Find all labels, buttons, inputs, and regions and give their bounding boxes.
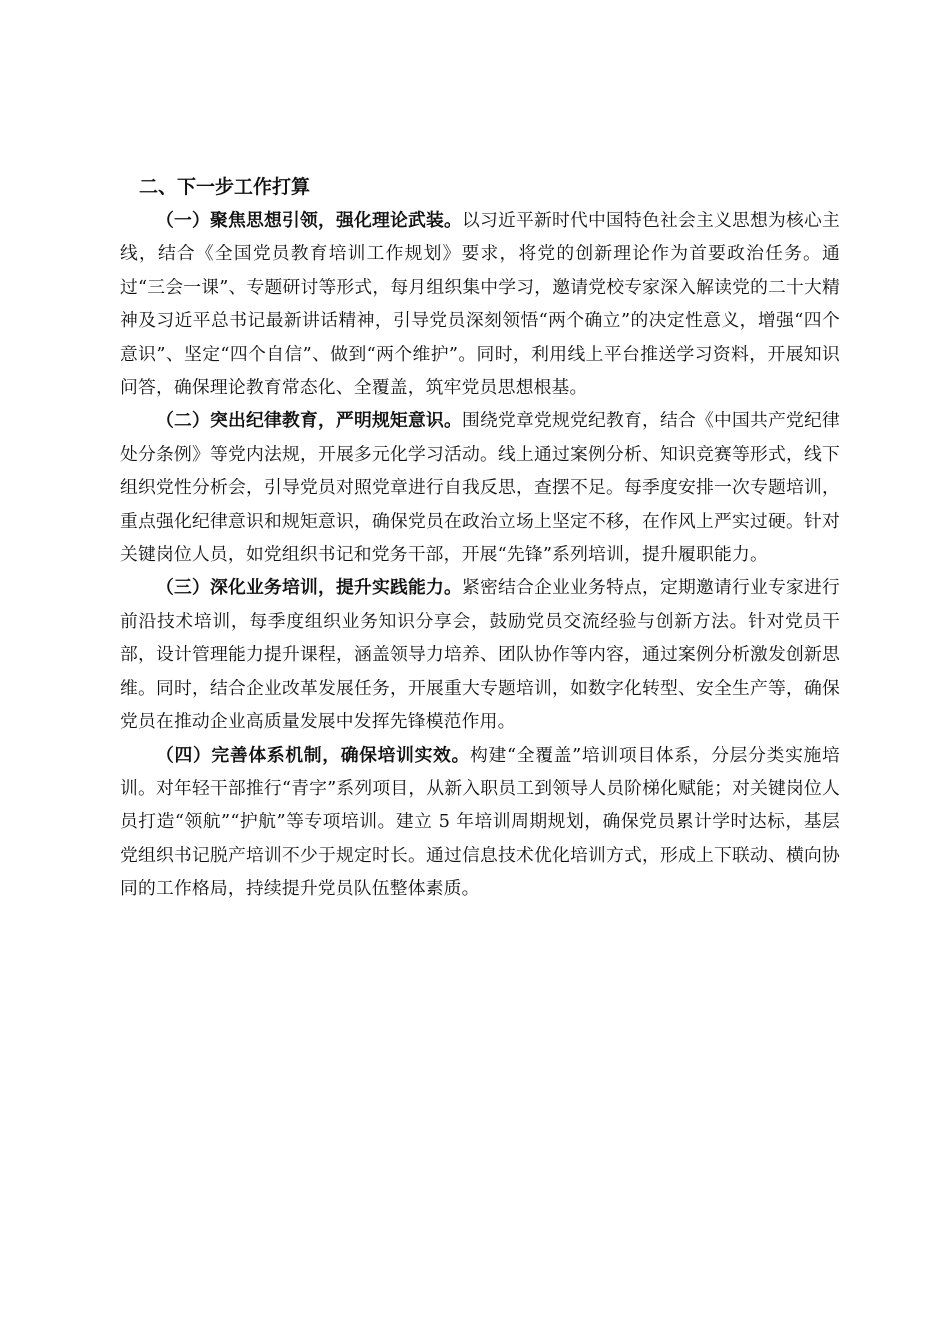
paragraph-3-lead: （三）深化业务培训，提升实践能力。 (156, 577, 463, 599)
paragraph-1-lead: （一）聚焦思想引领，强化理论武装。 (156, 210, 463, 231)
paragraph-2 (120, 404, 840, 571)
paragraph-3 (120, 571, 840, 738)
paragraph-1-body: 以习近平新时代中国特色社会主义思想为核心主线，结合《全国党员教育培训工作规划》要求，将党的创新理论作为首要政治任务。通过“三会一课”、专题研讨等形式，每月组织集中学习，邀请党校专家深入解读党的二十大精神及习近平总书记最新讲话精神，引导党员深刻领悟“两个确立”的决定性意义，增强“四个意识”、坚定“四个自信”、做到“两个维护”。同时，利用线上平台推送学习资料，开展知识问答，确保理论教育常态化、全覆盖，筑牢党员思想根基。 (120, 210, 841, 399)
paragraph-2-lead: （二）突出纪律教育，严明规矩意识。 (156, 410, 463, 432)
paragraph-4 (120, 739, 840, 906)
document-body (120, 170, 840, 906)
paragraph-4-lead: （四）完善体系机制，确保培训实效。 (156, 744, 470, 766)
paragraph-3-body: 紧密结合企业业务特点，定期邀请行业专家进行前沿技术培训，每季度组织业务知识分享会，鼓励党员交流经验与创新方法。针对党员干部，设计管理能力提升课程，涵盖领导力培养、团队协作等内容，通过案例分析激发创新思维。同时，结合企业改革发展任务，开展重大专题培训，如数字化转型、安全生产等，确保党员在推动企业高质量发展中发挥先锋模范作用。 (120, 577, 841, 733)
section-title: 二、下一步工作打算 (139, 176, 311, 198)
paragraph-2-body: 围绕党章党规党纪教育，结合《中国共产党纪律处分条例》等党内法规，开展多元化学习活动。线上通过案例分析、知识竞赛等形式，线下组织党性分析会，引导党员对照党章进行自我反思，查摆不足。每季度安排一次专题培训，重点强化纪律意识和规矩意识，确保党员在政治立场上坚定不移，在作风上严实过硬。针对关键岗位人员，如党组织书记和党务干部，开展“先锋”系列培训，提升履职能力。 (120, 410, 841, 566)
paragraph-4-body: 构建“全覆盖”培训项目体系，分层分类实施培训。对年轻干部推行“青字”系列项目，从新入职员工到领导人员阶梯化赋能；对关键岗位人员打造“领航”“护航”等专项培训。建立 5 年培训周期规划，确保党员累计学时达标，基层党组织书记脱产培训不少于规定时长。通过信息技术优化培训方式，形成上下联动、横向协同的工作格局，持续提升党员队伍整体素质。 (120, 744, 840, 900)
paragraph-1 (120, 204, 840, 404)
